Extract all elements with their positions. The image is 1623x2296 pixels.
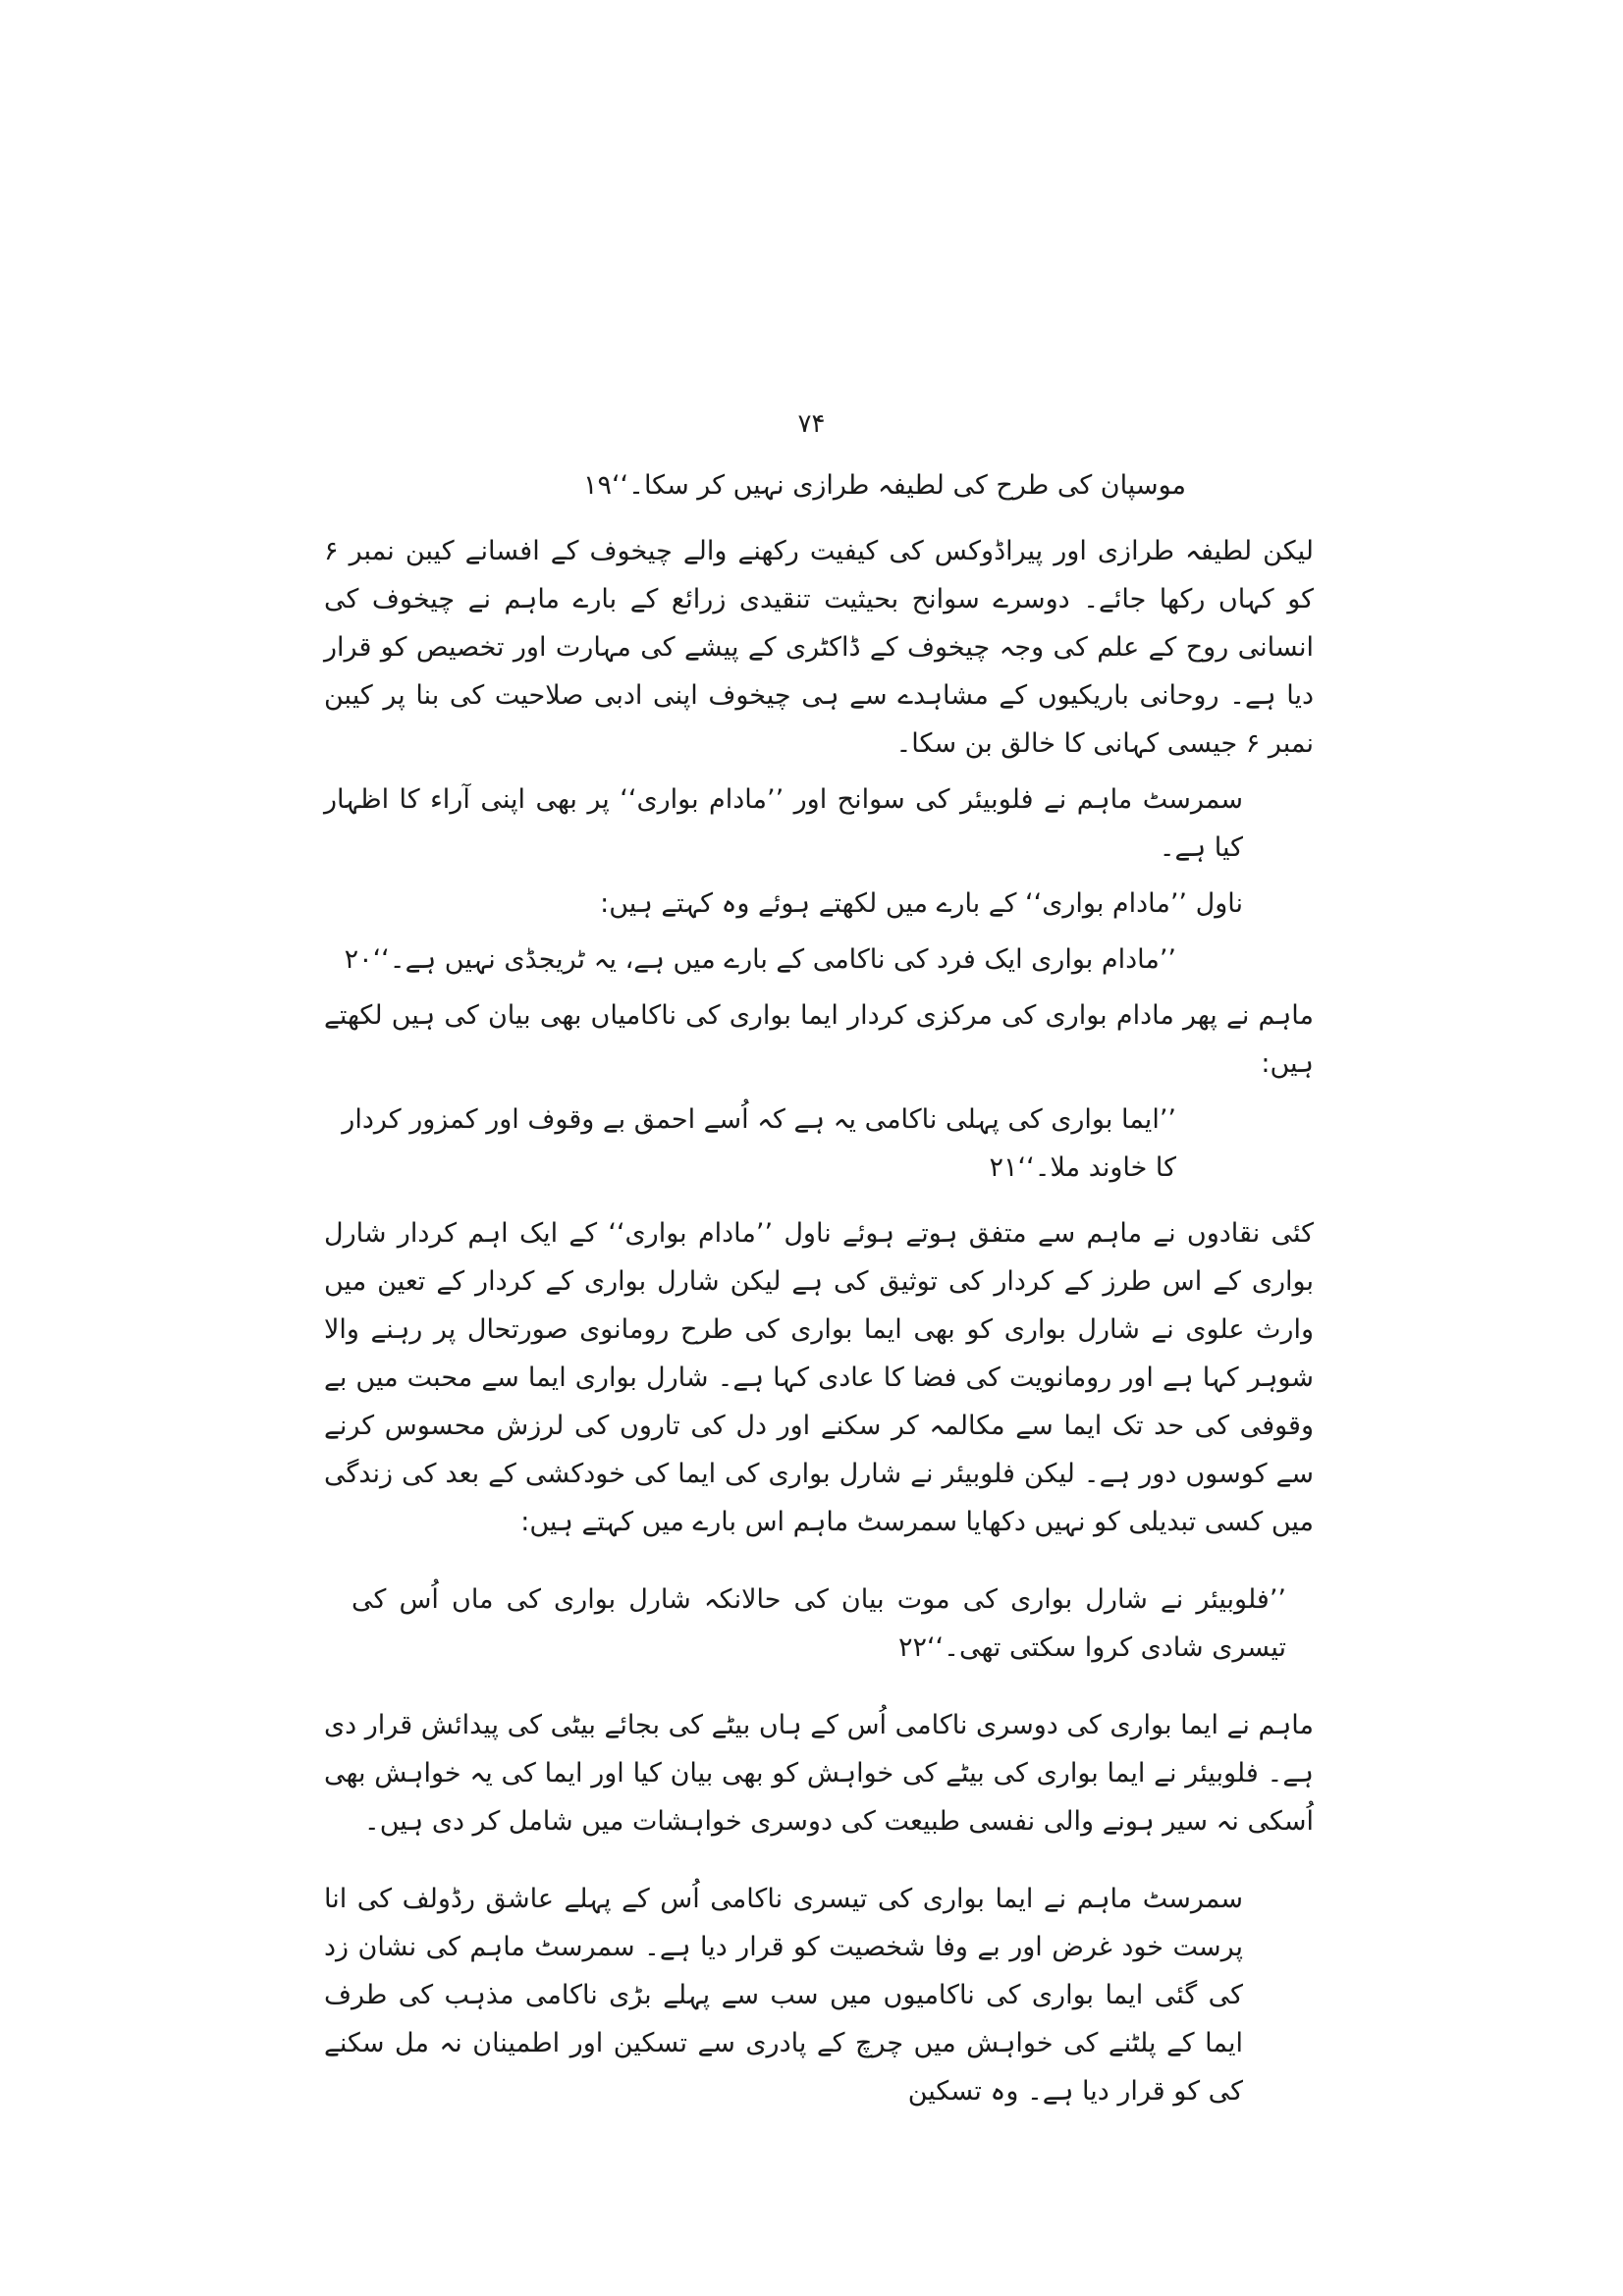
paragraph-failures-intro: ماہم نے پھر مادام بواری کی مرکزی کردار ایما بواری کی ناکامیاں بھی بیان کی ہیں لکھتے ہیں: [324, 1000, 1314, 1079]
quote-first-failure: ’’ایما بواری کی پہلی ناکامی یہ ہے کہ اُسے احمق بے وقوف اور کمزور کردار کا خاوند ملا۔‘‘۲۱ [342, 1104, 1176, 1183]
page-number: ۷۴ [797, 409, 826, 439]
paragraph-third-failure: سمرسٹ ماہم نے ایما بواری کی تیسری ناکامی اُس کے پہلے عاشق رڈولف کی انا پرست خود غرض اور بے وفا شخصیت کو قرار دیا ہے۔ سمرسٹ ماہم کی نشان زد کی گئی ایما بواری کی ناکامیوں میں سب سے پہلے بڑی ناکامی مذہب کی طرف ایما کے پلٹنے کی خواہش میں چرچ کے پادری سے تسکین اور اطمینان نہ مل سکنے کی کو قرار دیا ہے۔ وہ تسکین [324, 1884, 1243, 2107]
body-text [324, 461, 1314, 2115]
paragraph-novel-intro: ناول ’’مادام بواری‘‘ کے بارے میں لکھتے ہوئے وہ کہتے ہیں: [600, 888, 1243, 919]
quote-madame-bovary: ’’مادام بواری ایک فرد کی ناکامی کے بارے میں ہے، یہ ٹریجڈی نہیں ہے۔‘‘۲۰ [344, 944, 1176, 975]
paragraph-second-failure: ماہم نے ایما بواری کی دوسری ناکامی اُس کے ہاں بیٹے کی بجائے بیٹی کی پیدائش قرار دی ہے۔ فلوبیئر نے ایما بواری کی بیٹے کی خواہش کو بھی بیان کیا اور ایما کی یہ خواہش بھی اُسکی نہ سیر ہونے والی نفسی طبیعت کی دوسری خواہشات میں شامل کر دی ہیں۔ [324, 1710, 1314, 1837]
quote-charles-death: ’’فلوبیئر نے شارل بواری کی موت بیان کی حالانکہ شارل بواری کی ماں اُس کی تیسری شادی کروا سکتی تھی۔‘‘۲۲ [352, 1584, 1286, 1663]
paragraph-chekhov: لیکن لطیفہ طرازی اور پیراڈوکس کی کیفیت رکھنے والے چیخوف کے افسانے کیبن نمبر ۶ کو کہاں رکھا جائے۔ دوسرے سوانح بحیثیت تنقیدی زرائع کے بارے ماہم نے چیخوف کی انسانی روح کے علم کی وجہ چیخوف کے ڈاکٹری کے پیشے کی مہارت اور تخصیص کو قرار دیا ہے۔ روحانی باریکیوں کے مشاہدے سے ہی چیخوف اپنی ادبی صلاحیت کی بنا پر کیبن نمبر ۶ جیسی کہانی کا خالق بن سکا۔ [324, 536, 1314, 759]
quote-continuation: موسپان کی طرح کی لطیفہ طرازی نہیں کر سکا۔‘‘۱۹ [582, 470, 1186, 501]
paragraph-flaubert-intro: سمرسٹ ماہم نے فلوبیئر کی سوانح اور ’’مادام بواری‘‘ پر بھی اپنی آراء کا اظہار کیا ہے۔ [324, 784, 1243, 863]
paragraph-charles-bovary: کئی نقادوں نے ماہم سے متفق ہوتے ہوئے ناول ’’مادام بواری‘‘ کے ایک اہم کردار شارل بواری کے اس طرز کے کردار کی توثیق کی ہے لیکن شارل بواری کے کردار کے تعین میں وارث علوی نے شارل بواری کو بھی ایما بواری کی طرح رومانوی صورتحال پر رہنے والا شوہر کہا ہے اور رومانویت کی فضا کا عادی کہا ہے۔ شارل بواری ایما سے محبت میں بے وقوفی کی حد تک ایما سے مکالمہ کر سکنے اور دل کی تاروں کی لرزش محسوس کرنے سے کوسوں دور ہے۔ لیکن فلوبیئر نے شارل بواری کی ایما کی خودکشی کے بعد کی زندگی میں کسی تبدیلی کو نہیں دکھایا سمرسٹ ماہم اس بارے میں کہتے ہیں: [324, 1218, 1314, 1537]
